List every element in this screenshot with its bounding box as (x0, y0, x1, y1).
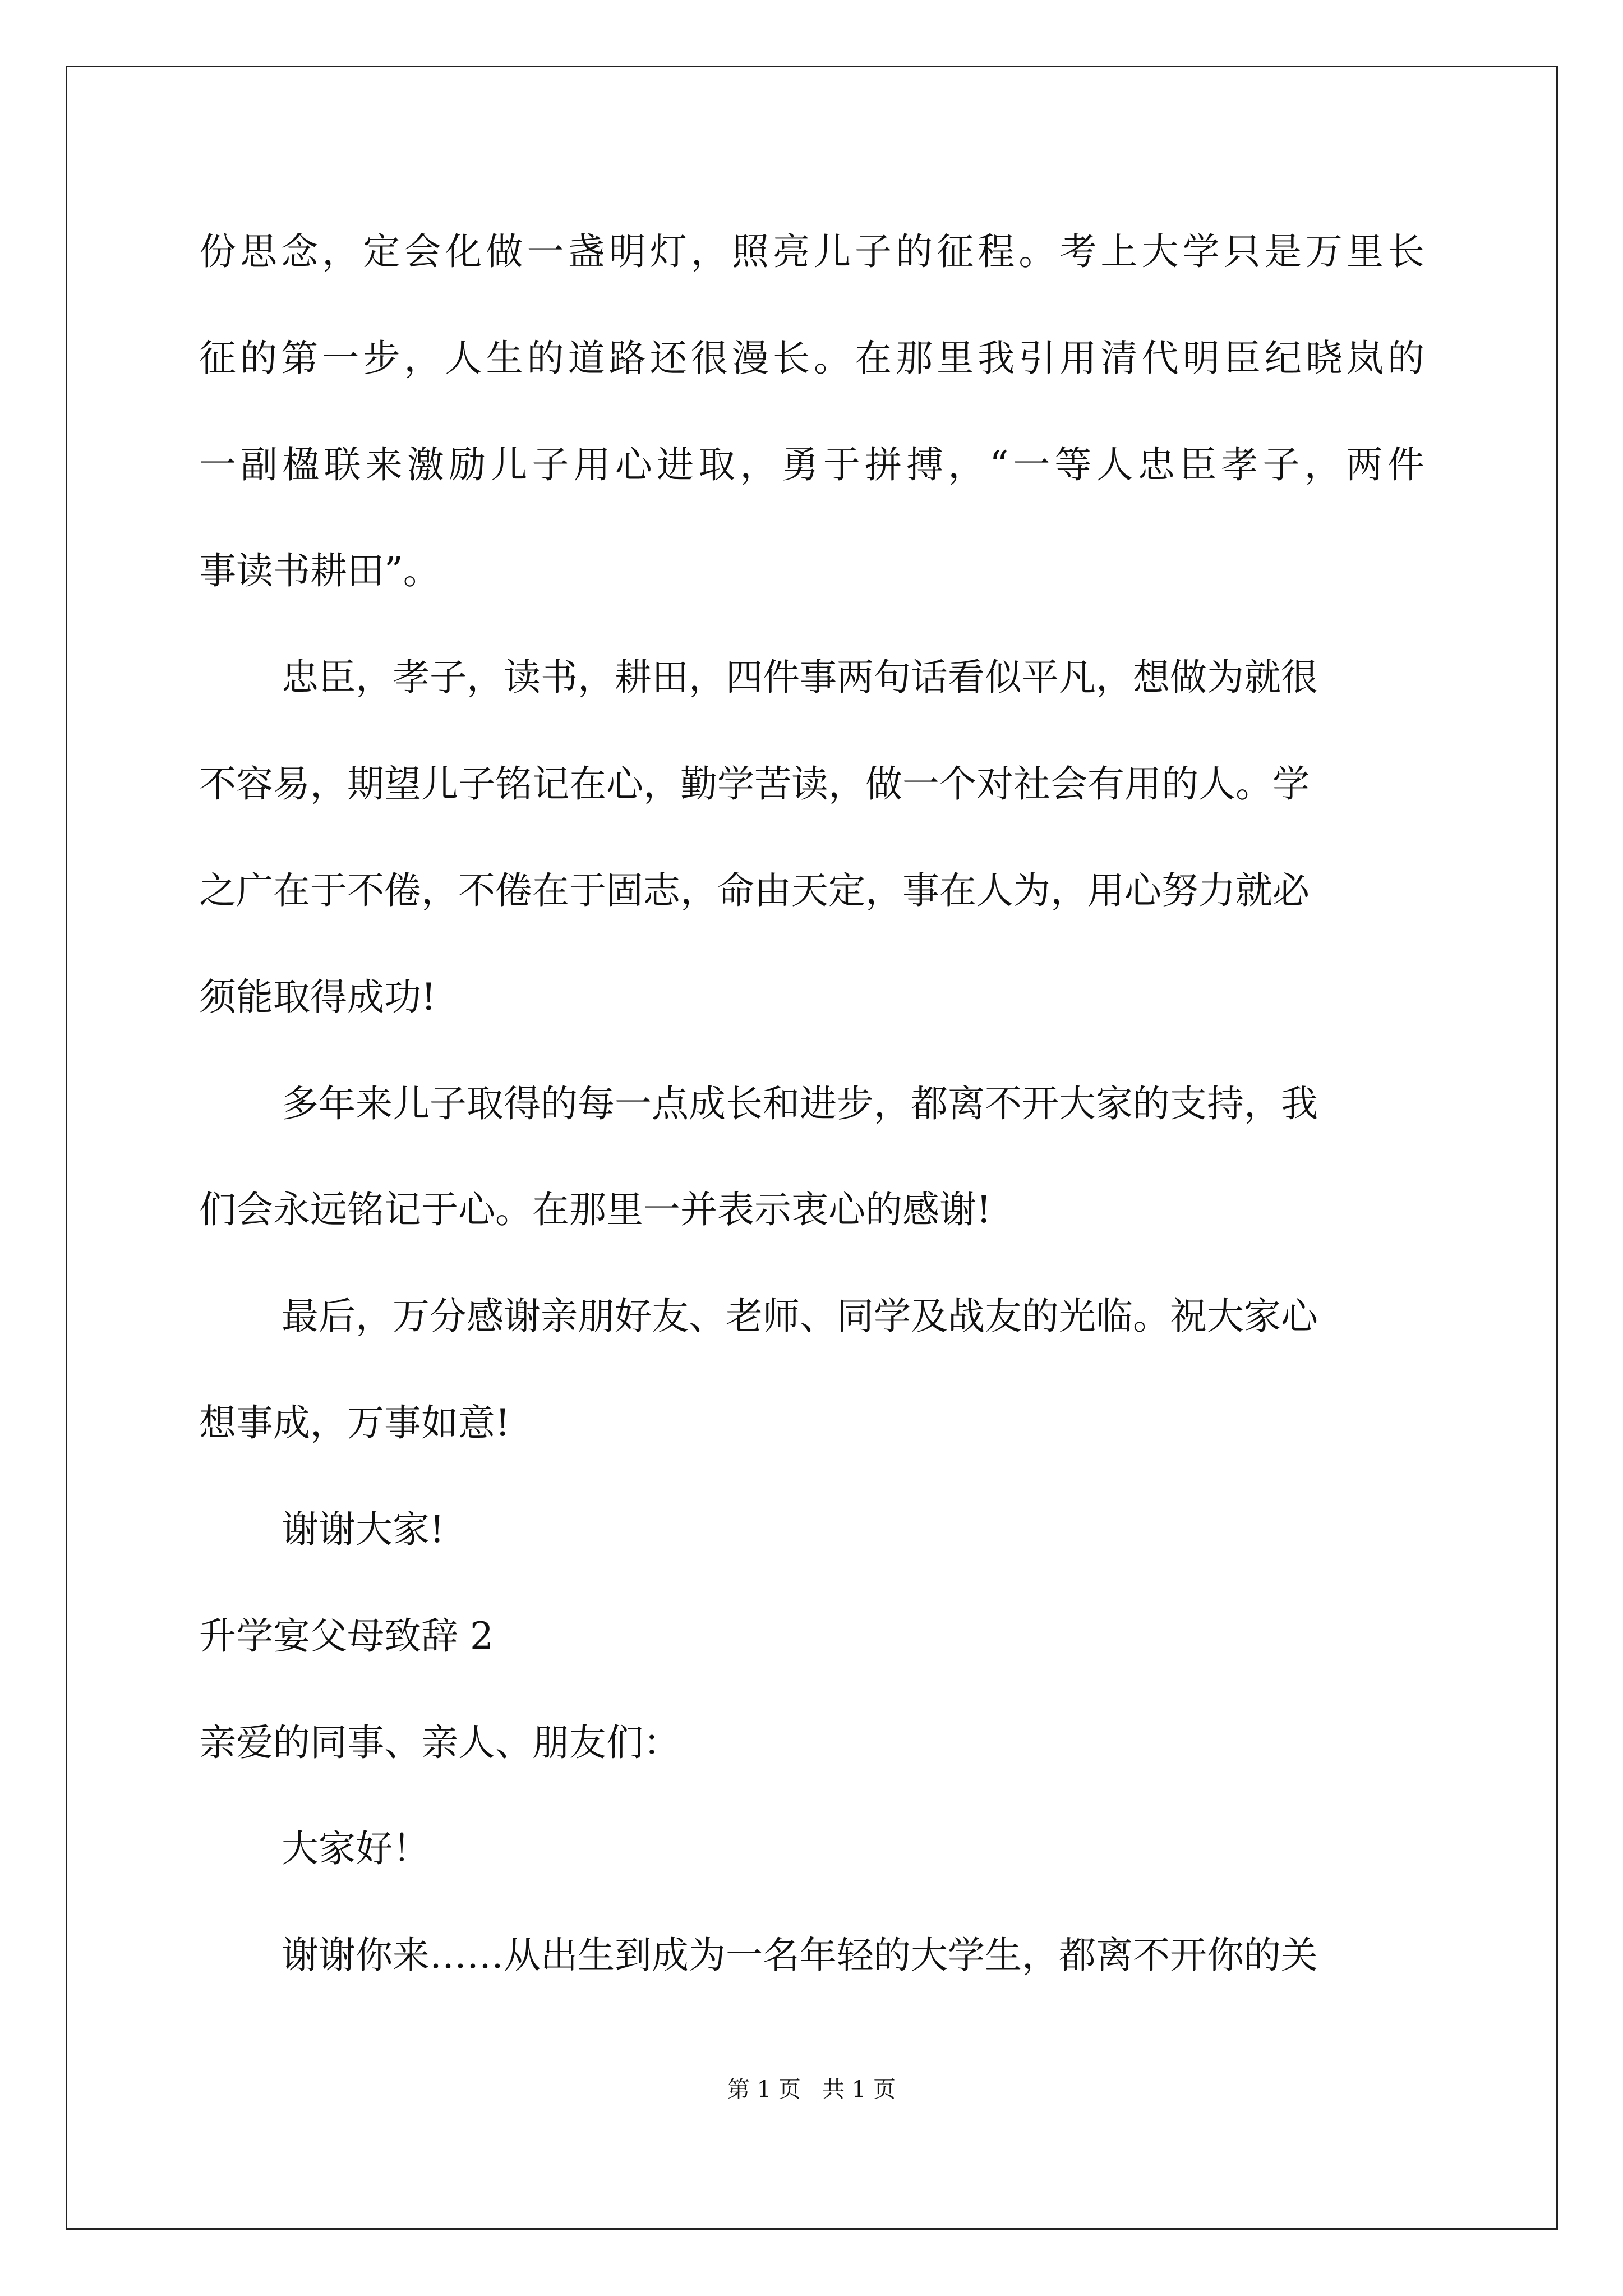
text-line: 一副楹联来激励儿子用心进取，勇于拼搏，“一等人忠臣孝子，两件 (199, 443, 1430, 486)
text-line: 们会永远铭记于心。在那里一并表示衷心的感谢! (199, 1188, 992, 1231)
text-line: 忠臣，孝子，读书，耕田，四件事两句话看似平凡，想做为就很 (282, 656, 1318, 699)
section-heading: 升学宴父母致辞 2 (199, 1614, 494, 1658)
text-line: 征的第一步，人生的道路还很漫长。在那里我引用清代明臣纪晓岚的 (199, 337, 1429, 380)
text-line: 须能取得成功! (199, 976, 436, 1019)
text-line: 想事成，万事如意! (199, 1401, 510, 1444)
text-line: 谢谢你来……从出生到成为一名年轻的大学生，都离不开你的关 (282, 1934, 1318, 1977)
text-line: 份思念，定会化做一盏明灯，照亮儿子的征程。考上大学只是万里长 (199, 230, 1429, 273)
greeting: 大家好！ (282, 1827, 430, 1870)
text-line: 之广在于不倦，不倦在于固志，命由天定，事在人为，用心努力就必 (199, 869, 1310, 912)
text-line: 多年来儿子取得的每一点成长和进步，都离不开大家的支持，我 (282, 1082, 1318, 1125)
page-number: 第 1 页 共 1 页 (727, 2077, 896, 2102)
page-footer (0, 2076, 1623, 2103)
text-line: 谢谢大家! (282, 1508, 445, 1551)
text-line: 不容易，期望儿子铭记在心，勤学苦读，做一个对社会有用的人。学 (199, 762, 1310, 806)
text-line: 事读书耕田”。 (199, 549, 440, 592)
page-border (66, 66, 1558, 2230)
text-line: 最后，万分感谢亲朋好友、老师、同学及战友的光临。祝大家心 (282, 1295, 1318, 1338)
salutation: 亲爱的同事、亲人、朋友们： (199, 1721, 680, 1764)
